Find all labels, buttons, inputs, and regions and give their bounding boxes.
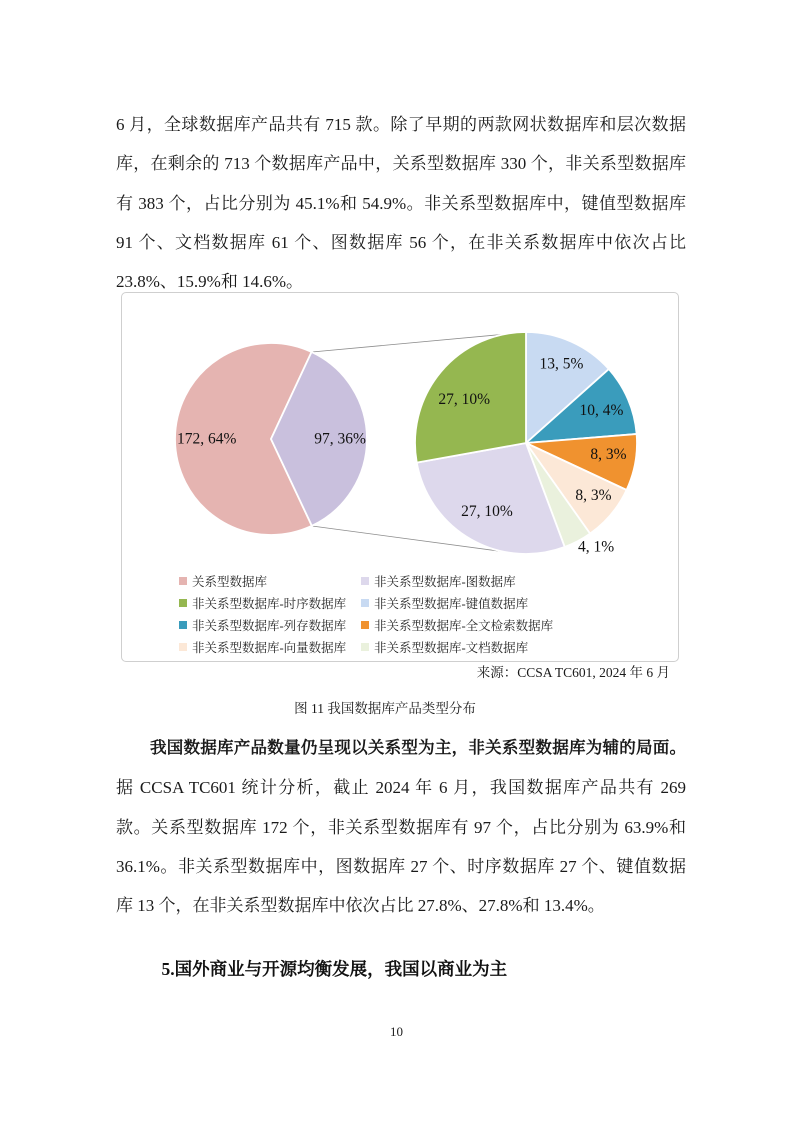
paragraph-rest: 据 CCSA TC601 统计分析，截止 2024 年 6 月，我国数据库产品共有 269 款。关系型数据库 172 个，非关系型数据库有 97 个，占比分别为 63.9%和 36.1%。非关系型数据库中，图数据库 27 个、时序数据库 27 个、键值数据库 13 个，在非关系型数据库中依次占比 27.8%、27.8%和 13.4%。 (116, 778, 686, 916)
legend-swatch (361, 643, 369, 651)
legend-item (179, 616, 361, 634)
legend-label: 非关系型数据库-列存数据库 (192, 619, 347, 633)
legend-label: 非关系型数据库-图数据库 (374, 575, 516, 589)
secondary-pie-data-label: 8, 3% (590, 446, 627, 464)
page-number: 10 (390, 1024, 403, 1039)
paragraph-china-db-stats (116, 728, 686, 925)
section-heading-5: 5.国外商业与开源均衡发展，我国以商业为主 (161, 959, 508, 979)
paragraph-global-db-stats: 6 月，全球数据库产品共有 715 款。除了早期的两款网状数据库和层次数据库，在剩余的 713 个数据库产品中，关系型数据库 330 个，非关系型数据库有 383 个，占比分别为 45.1%和 54.9%。非关系型数据库中，键值型数据库 91 个、文档数据库 61 个、图数据库 56 个，在非关系数据库中依次占比 23.8%、15.9%和 14.6%。 (116, 115, 686, 292)
legend-swatch (179, 599, 187, 607)
legend-label: 关系型数据库 (192, 575, 268, 589)
main-pie-data-label: 97, 36% (314, 430, 366, 448)
legend-item (179, 594, 361, 612)
legend-item (361, 572, 553, 590)
paragraph-bold-lead: 我国数据库产品数量仍呈现以关系型为主，非关系型数据库为辅的局面。 (150, 739, 686, 757)
legend-item (179, 572, 361, 590)
legend-item (361, 594, 553, 612)
legend-label: 非关系型数据库-全文检索数据库 (374, 619, 554, 633)
figure-source: 来源：CCSA TC601, 2024 年 6 月 (476, 665, 670, 680)
legend-item (361, 616, 553, 634)
pie-of-pie-chart (122, 293, 678, 569)
legend-swatch (179, 621, 187, 629)
figure-caption: 图 11 我国数据库产品类型分布 (294, 701, 476, 716)
secondary-pie-data-label: 27, 10% (438, 391, 491, 409)
legend-label: 非关系型数据库-文档数据库 (374, 641, 529, 655)
main-pie-data-label: 172, 64% (176, 430, 237, 448)
legend-item (179, 638, 361, 656)
legend-swatch (361, 621, 369, 629)
legend-swatch (179, 577, 187, 585)
secondary-pie-data-label: 4, 1% (578, 538, 615, 556)
secondary-pie-data-label: 10, 4% (579, 402, 624, 420)
legend-label: 非关系型数据库-向量数据库 (192, 641, 347, 655)
legend-label: 非关系型数据库-时序数据库 (192, 597, 347, 611)
legend-label: 非关系型数据库-键值数据库 (374, 597, 529, 611)
secondary-pie-data-label: 27, 10% (461, 503, 513, 520)
legend-item (361, 638, 553, 656)
legend-swatch (361, 599, 369, 607)
secondary-pie-data-label: 13, 5% (539, 355, 584, 373)
legend-swatch (179, 643, 187, 651)
figure-pie-of-pie (121, 292, 679, 662)
secondary-pie-data-label: 8, 3% (575, 487, 612, 505)
chart-legend (179, 570, 553, 658)
legend-swatch (361, 577, 369, 585)
